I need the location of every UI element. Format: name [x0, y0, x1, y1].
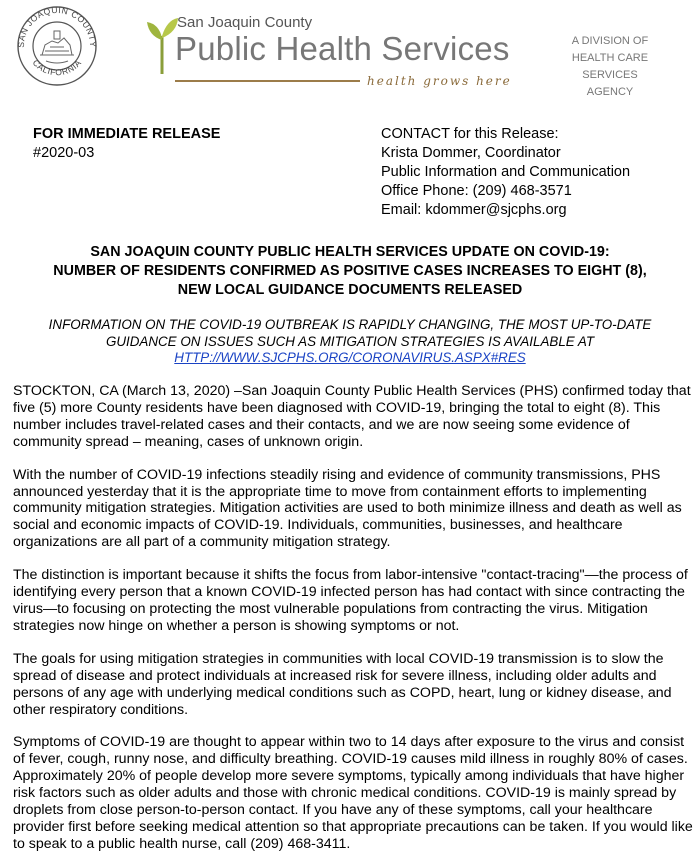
- body-paragraph: STOCKTON, CA (March 13, 2020) –San Joaquin County Public Health Services (PHS) confirmed today that five (5) more County residents have been diagnosed with COVID-19, bringing the total to eight (8). This number includes travel-related cases and their contacts, and we are now seeing some evidence of community spread – meaning, cases of unknown origin.: [13, 383, 691, 450]
- contact-name: Krista Dommer, Coordinator: [381, 145, 561, 161]
- division-line: SERVICES AGENCY: [582, 69, 638, 98]
- sprout-icon: [145, 14, 179, 76]
- info-subheading: [0, 317, 700, 367]
- seal-top-text: SAN JOAQUIN COUNTY: [15, 5, 99, 48]
- subhead-line: GUIDANCE ON ISSUES SUCH AS MITIGATION STRATEGIES IS AVAILABLE AT: [105, 333, 595, 349]
- svg-text:SAN JOAQUIN COUNTY: [16, 5, 98, 48]
- subhead-line: INFORMATION ON THE COVID-19 OUTBREAK IS RAPIDLY CHANGING, THE MOST UP-TO-DATE: [48, 317, 652, 332]
- phs-brand-logo: [145, 14, 525, 94]
- contact-phone: Office Phone: (209) 468-3571: [381, 183, 572, 199]
- headline-line: SAN JOAQUIN COUNTY PUBLIC HEALTH SERVICES UPDATE ON COVID-19:: [90, 244, 610, 260]
- headline-line: NUMBER OF RESIDENTS CONFIRMED AS POSITIVE CASES INCREASES TO EIGHT (8),: [53, 263, 647, 279]
- contact-email: Email: kdommer@sjcphs.org: [381, 202, 567, 218]
- press-release-headline: [0, 243, 700, 300]
- brand-underline: [175, 80, 360, 82]
- coronavirus-resources-link[interactable]: HTTP://WWW.SJCPHS.ORG/CORONAVIRUS.ASPX#RES: [174, 350, 526, 365]
- release-info: [33, 125, 220, 163]
- body-paragraph: Symptoms of COVID-19 are thought to appear within two to 14 days after exposure to the virus and consist of fever, cough, runny nose, and difficulty breathing. COVID-19 causes mild illness in roughly 80% of cases. Approximately 20% of people develop more severe symptoms, typically among individuals that have higher risk factors such as older adults and those with chronic medical conditions. COVID-19 is mainly spread by droplets from close person-to-person contact. If you have any of these symptoms, call your healthcare provider first before seeking medical attention so that appropriate precautions can be taken. If you would like to speak to a public health nurse, call (209) 468-3411.: [13, 734, 693, 852]
- seal-bottom-text: CALIFORNIA: [30, 57, 84, 78]
- contact-heading: CONTACT for this Release:: [381, 126, 559, 142]
- county-seal-logo: [12, 5, 102, 87]
- contact-department: Public Information and Communication: [381, 164, 631, 180]
- release-label: FOR IMMEDIATE RELEASE: [33, 126, 221, 142]
- release-number: #2020-03: [33, 145, 95, 161]
- division-line: A DIVISION OF: [571, 35, 649, 47]
- release-body: [13, 383, 693, 857]
- body-paragraph: The goals for using mitigation strategies in communities with local COVID-19 transmission is to slow the spread of disease and protect individuals at increased risk for severe illness, including older adults and persons of any age with underlying medical conditions such as COPD, heart, lung or kidney disease, and other respiratory conditions.: [13, 650, 672, 718]
- body-paragraph: The distinction is important because it shifts the focus from labor-intensive "contact-tracing"—the process of identifying every person that a known COVID-19 infected person has had contact with since contracting the virus—to focusing on protecting the most vulnerable populations from contracting the virus. Mitigation strategies now hinge on whether a person is showing symptoms or not.: [13, 567, 688, 634]
- headline-line: NEW LOCAL GUIDANCE DOCUMENTS RELEASED: [177, 282, 523, 298]
- division-note: [560, 33, 660, 101]
- body-paragraph: With the number of COVID-19 infections steadily rising and evidence of community transmissions, PHS announced yesterday that it is the appropriate time to move from containment efforts to implementing community mitigation strategies. Mitigation activities are used to both minimize illness and death as well as social and economic impacts of COVID-19. Individuals, communities, businesses, and healthcare organizations are all part of a community mitigation strategy.: [13, 466, 682, 551]
- contact-block: [381, 125, 630, 220]
- brand-county-name: San Joaquin County: [177, 14, 313, 31]
- brand-tagline: health grows here: [367, 74, 512, 88]
- division-line: HEALTH CARE: [571, 52, 649, 64]
- brand-title: Public Health Services: [175, 30, 510, 67]
- svg-text:CALIFORNIA: [31, 57, 84, 77]
